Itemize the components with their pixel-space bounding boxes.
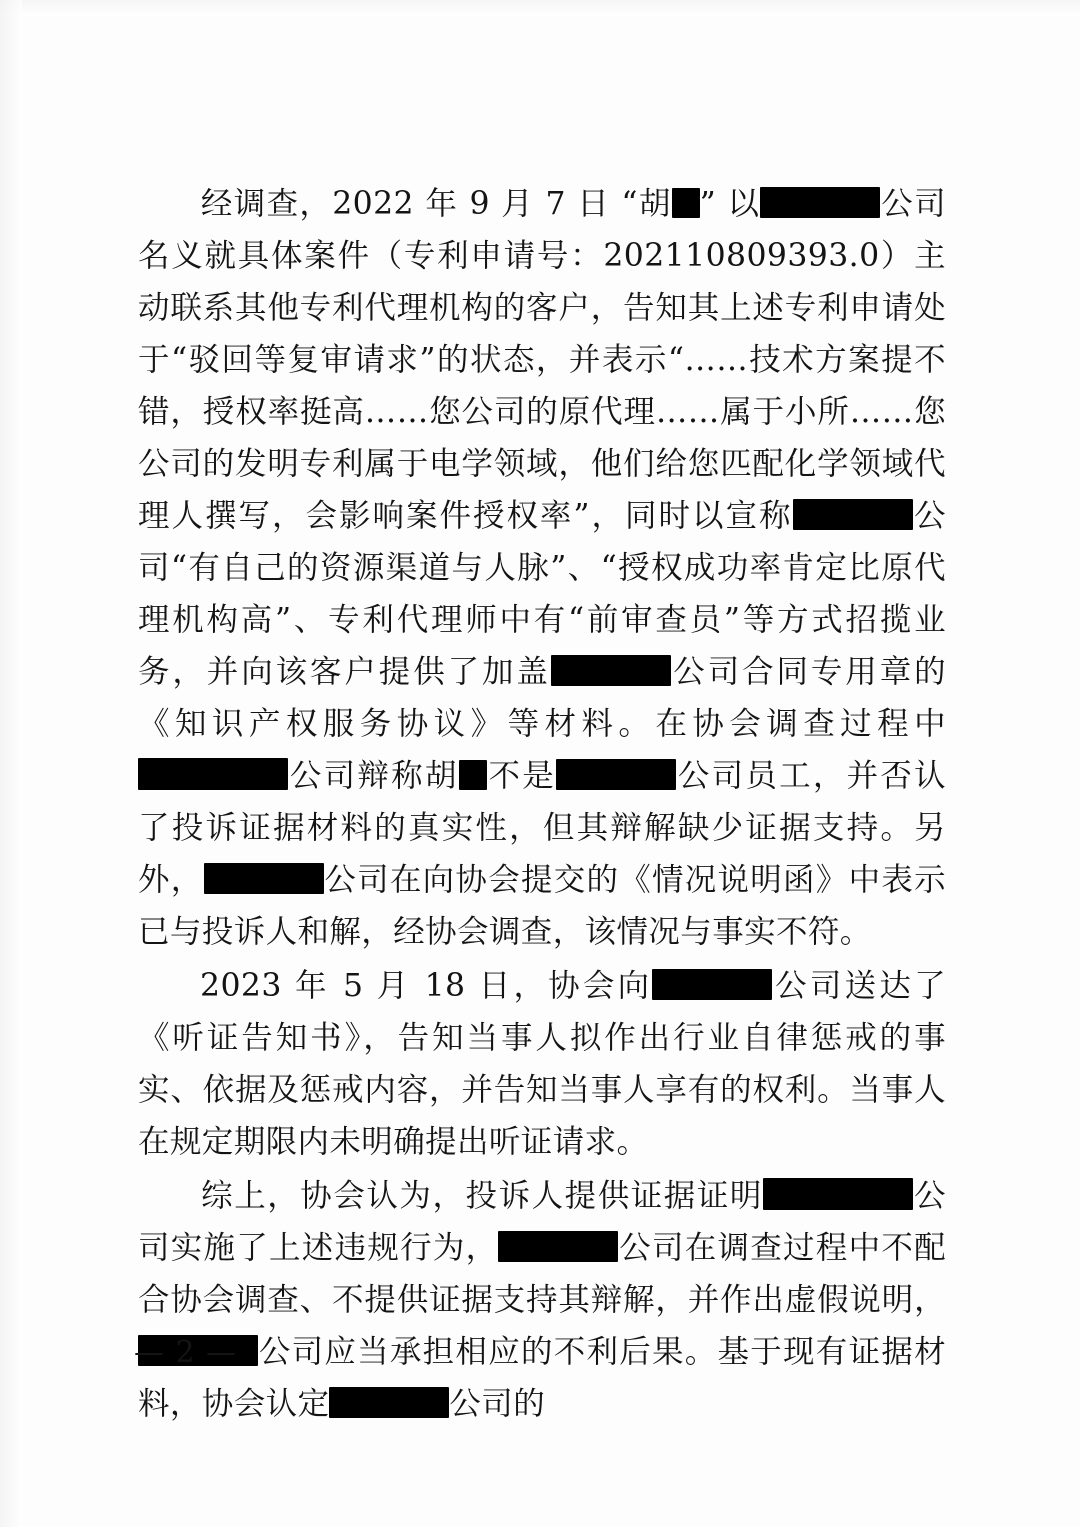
paragraph-2: [138, 960, 946, 1168]
paragraph-1: [138, 178, 946, 958]
scan-edge-left: [0, 0, 22, 1527]
paragraph-text: 公司员工，并否认了投诉证据材料的真实性，但其辩解缺少证据支持。另外，: [138, 758, 946, 898]
scan-edge-top: [0, 0, 1080, 16]
paragraph-text: 公司在调查过程中不配合协会调查、不提供证据支持其辩解，并作出虚假说明，: [138, 1230, 946, 1318]
paragraph-text: 经调查，2022 年 9 月 7 日 “胡: [200, 186, 672, 222]
redaction-bar: [763, 1178, 913, 1210]
document-body: [138, 178, 946, 1430]
redaction-bar: [652, 969, 772, 1000]
paragraph-text: 公司合同专用章的《知识产权服务协议》等材料。在协会调查过程中: [138, 654, 946, 742]
redaction-bar: [793, 499, 913, 530]
paragraph-text: 综上，协会认为，投诉人提供证据证明: [200, 1178, 763, 1214]
redaction-bar: [672, 188, 700, 218]
paragraph-3: [138, 1170, 946, 1430]
redaction-bar: [498, 1231, 618, 1262]
paragraph-text: 公司送达了《听证告知书》，告知当事人拟作出行业自律惩戒的事实、依据及惩戒内容，并告知当事人享有的权利。当事人在规定期限内未明确提出听证请求。: [138, 968, 946, 1160]
paragraph-text: 公司应当承担相应的不利后果。基于现有证据材料，协会认定: [138, 1334, 946, 1422]
redaction-bar: [138, 758, 288, 790]
paragraph-text: 公司的: [449, 1386, 546, 1422]
paragraph-text: ” 以: [699, 186, 761, 222]
paragraph-text: 公司辩称胡: [288, 758, 459, 794]
paragraph-text: 2023 年 5 月 18 日，协会向: [200, 968, 653, 1004]
paragraph-text: 公司实施了上述违规行为，: [138, 1178, 946, 1266]
redaction-bar: [760, 187, 880, 218]
redaction-bar: [204, 863, 324, 894]
paragraph-text: 公司“有自己的资源渠道与人脉”、“授权成功率肯定比原代理机构高”、专利代理师中有“前审查员”等方式招揽业务，并向该客户提供了加盖: [138, 498, 946, 690]
redaction-bar: [459, 760, 487, 790]
redaction-bar: [556, 759, 676, 790]
paragraph-text: 公司在向协会提交的《情况说明函》中表示已与投诉人和解，经协会调查，该情况与事实不符。: [138, 862, 946, 950]
redaction-bar: [551, 655, 671, 686]
paragraph-text: 不是: [486, 758, 556, 794]
redaction-bar: [329, 1387, 449, 1418]
paragraph-text: 公司名义就具体案件（专利申请号：202110809393.0）主动联系其他专利代理机构的客户，告知其上述专利申请处于“驳回等复审请求”的状态，并表示“……技术方案提不错，授权率挺高……您公司的原代理……属于小所……您公司的发明专利属于电学领域，他们给您匹配化学领域代理人撰写，会影响案件授权率”，同时以宣称: [138, 186, 946, 534]
page-number: — 2 —: [134, 1335, 238, 1370]
